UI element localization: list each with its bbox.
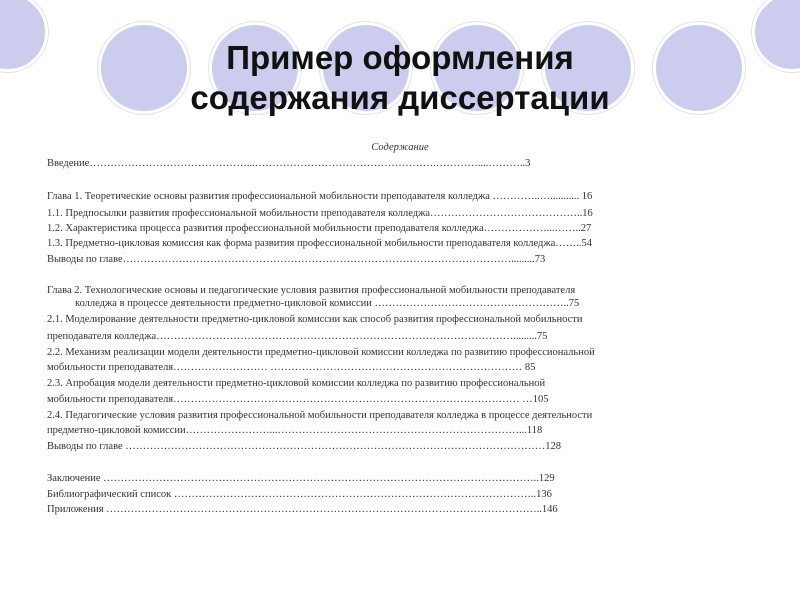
toc-entry-2-4: 2.4. Педагогические условия развития профессиональной мобильности преподавателя колледжа в процессе деятельности (47, 410, 593, 421)
toc-entry-conclusions-2: Выводы по главе …………………………………………………………………………………………………………128 (47, 441, 562, 452)
toc-entry-appendices: Приложения ……………………………………………………………………………………………………………..146 (47, 504, 558, 515)
toc-entry-chapter-2-cont: колледжа в процессе деятельности предметно-цикловой комиссии ………………………………………………..75 (75, 298, 580, 309)
toc-entry-1-2: 1.2. Характеристика процесса развития профессиональной мобильности преподавателя колледжа………………...……..27 (47, 223, 592, 234)
toc-entry-1-3: 1.3. Предметно-цикловая комиссия как форма развития профессиональной мобильности преподавателя колледжа……..54 (47, 238, 592, 249)
toc-entry-2-2-cont: мобильности преподавателя……………………… ……………………………………………………………… 85 (47, 362, 536, 373)
toc-entry-2-4-cont: предметно-цикловой комиссии……………………...……………………………………………………………...118 (47, 425, 543, 436)
toc-entry-bibliography: Библиографический список …………………………………………………………………………………………..136 (47, 489, 552, 500)
toc-entry-2-1: 2.1. Моделирование деятельности предметно-цикловой комиссии как способ развития профессиональной мобильности (47, 314, 583, 325)
toc-entry-chapter-2: Глава 2. Технологические основы и педагогические условия развития профессиональной мобильности преподавателя (47, 285, 576, 296)
toc-heading: Содержание (371, 142, 429, 153)
toc-entry-2-1-cont: преподавателя колледжа………………………………………………………………………………………….........75 (47, 331, 548, 342)
slide-title (0, 38, 800, 118)
toc-entry-2-3: 2.3. Апробация модели деятельности предметно-цикловой комиссии колледжа по развитию профессиональной (47, 378, 546, 389)
toc-entry-conclusion: Заключение ……………………………………………………………………………………………………………..129 (47, 473, 555, 484)
toc-entry-2-2: 2.2. Механизм реализации модели деятельности предметно-цикловой комиссии колледжа по развитию профессиональной (47, 347, 595, 358)
toc-entry-1-1: 1.1. Предпосылки развития профессиональной мобильности преподавателя колледжа……………………………………..16 (47, 208, 593, 219)
slide-title-line-2: содержания диссертации (190, 79, 610, 116)
toc-entry-conclusions-1: Выводы по главе………………………………………………………………………………………………….........73 (47, 254, 546, 265)
toc-entry-chapter-1: Глава 1. Теоретические основы развития профессиональной мобильности преподавателя колледжа …………..…........... 16 (47, 191, 593, 202)
toc-entry-introduction: Введение………………………………………...…………………………………………….…………....………..3 (47, 158, 531, 169)
toc-entry-2-3-cont: мобильности преподавателя……………………………………………………………………………………… …105 (47, 394, 549, 405)
slide-title-line-1: Пример оформления (226, 39, 574, 76)
